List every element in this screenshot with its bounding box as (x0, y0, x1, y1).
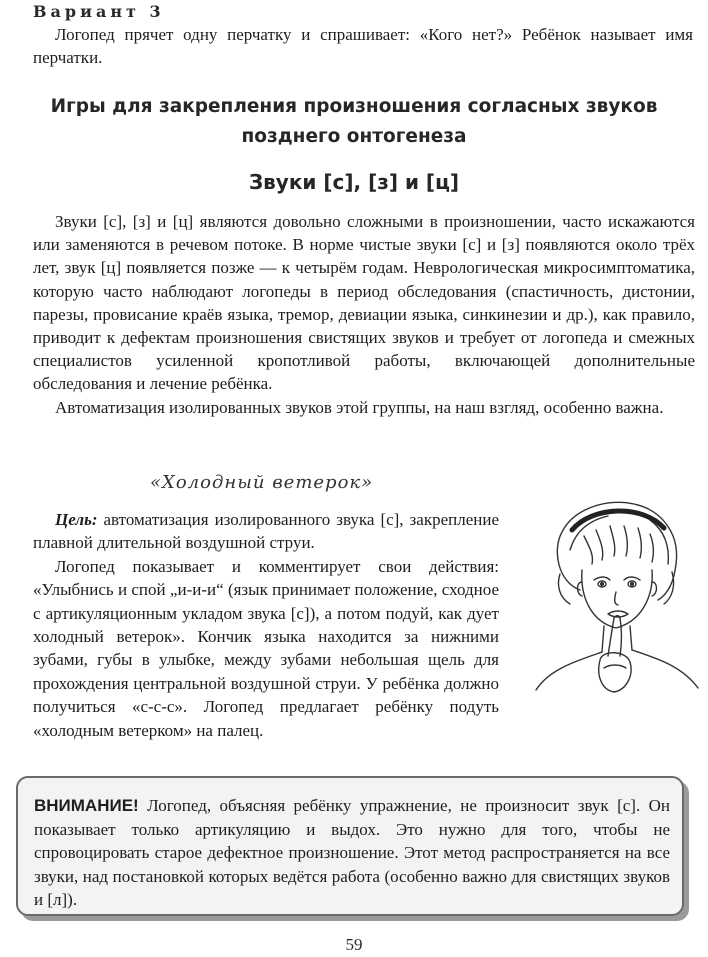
section-title: Игры для закрепления произношения согласных звуков позднего онтогенеза (50, 96, 658, 147)
intro-paragraph: Звуки [с], [з] и [ц] являются довольно сложными в произношении, часто искажаются или заменяются в речевом потоке. В норме чистые звуки [с] и [з] появляются около трёх лет, звук [ц] появляется позже — к четырём годам. Неврологическая микросимптоматика, которую часто наблюдают логопеды в период обследования (спастичность, дистонии, парезы, провисание краёв языка, тремор, девиации языка, синкинезии и др.), как правило, приводит к дефектам произношения свистящих звуков и требует от логопеда и смежных специалистов усиленной кропотливой работы, включающей дополнительные обследования и лечение ребёнка. (33, 212, 695, 394)
goal-text: автоматизация изолированного звука [с], закрепление плавной длительной воздушной струи. (33, 510, 499, 553)
page-number: 59 (345, 935, 363, 954)
notice-body: Логопед, объясняя ребёнку упражнение, не произносит звук [с]. Он показывает только артикуляцию и выдох. Это нужно для того, чтобы не спровоцировать старое дефектное произношение. Этот метод распространяется на все звуки, над постановкой которых ведётся работа (особенно важно для свистящих звуков и [л]). (34, 796, 670, 910)
variant-heading: Вариант 3 (33, 2, 165, 21)
intro-paragraph: Автоматизация изолированных звуков этой группы, на наш взгляд, особенно важна. (55, 397, 664, 417)
notice-text (34, 794, 670, 912)
game-goal (33, 508, 499, 555)
game-instructions: Логопед показывает и комментирует свои действия: «Улыбнись и спой „и-и-и“ (язык принимает положение, сходное с артикуляционным укладом звука [с]), а потом подуй, как дует холодный ветерок». Кончик языка находится за нижними зубами, губы в улыбке, между зубами небольшая щель для прохождения центральной воздушной струи. У ребёнка должно получиться «с-с-с». Логопед предлагает ребёнку подуть «холодным ветерком» на палец. (33, 556, 499, 740)
goal-label: Цель: (55, 510, 98, 529)
intro-text (33, 210, 695, 419)
variant-text: Логопед прячет одну перчатку и спрашивает: «Кого нет?» Ребёнок называет имя перчатки. (33, 25, 693, 67)
game-description (33, 508, 499, 742)
notice-box (16, 776, 684, 916)
section-subtitle: Звуки [с], [з] и [ц] (248, 170, 460, 194)
girl-blowing-on-finger-illustration (530, 490, 702, 715)
game-title: «Холодный ветерок» (150, 472, 374, 493)
notice-label: ВНИМАНИЕ! (34, 796, 139, 815)
